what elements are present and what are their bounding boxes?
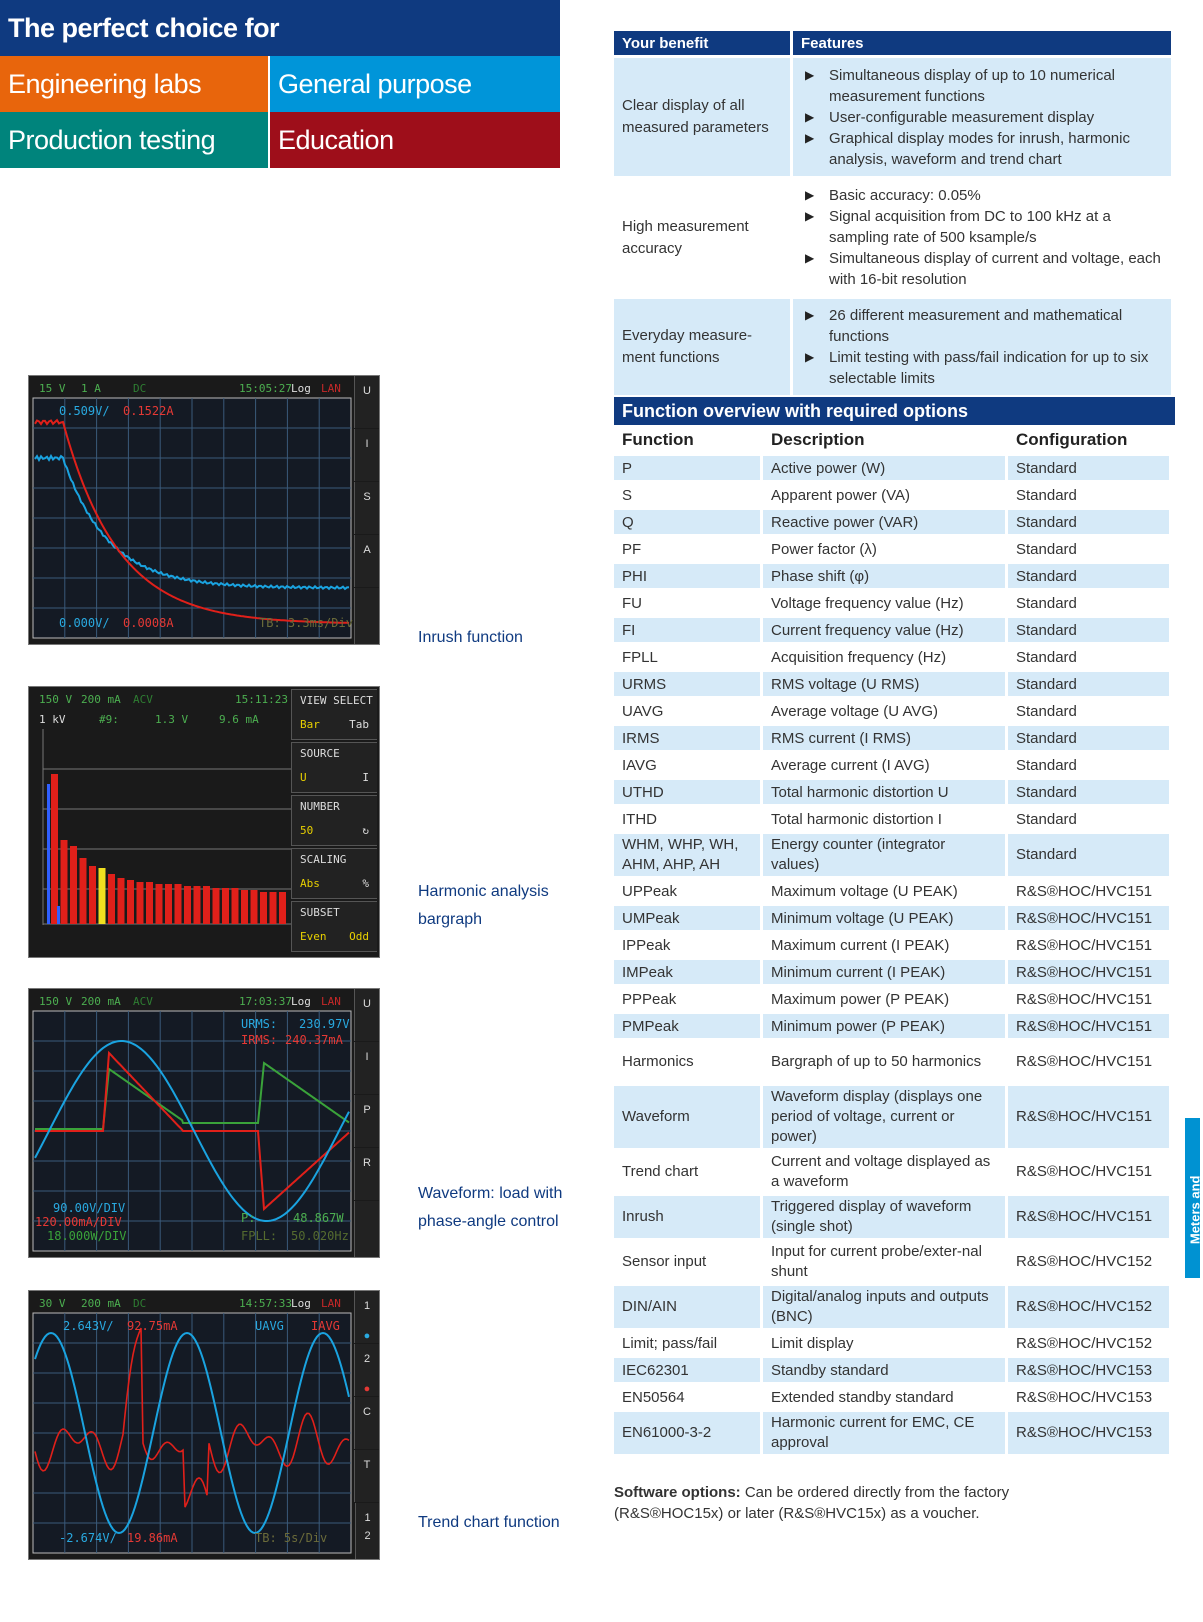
configuration-cell: R&S®HOC/HVC152 [1016,1253,1153,1270]
benefit-everyday: Everyday measure-ment functions [614,299,790,395]
function-cell: URMS [614,672,760,696]
benefit-accuracy: High measurement accuracy [622,217,749,257]
configuration-cell: Standard [1016,702,1077,720]
description-cell: Apparent power (VA) [771,486,910,504]
configuration-cell: R&S®HOC/HVC152 [1008,1286,1169,1328]
harmonic-bar [203,886,210,924]
benefit-table [611,28,1174,398]
harmonic-bar [232,888,239,924]
function-cell: S [622,486,633,504]
function-row [614,672,1169,696]
urms-value: 230.97V [299,1017,350,1031]
configuration-cell: R&S®HOC/HVC153 [1008,1412,1169,1454]
function-cell: FPLL [622,648,658,666]
description-cell: Limit display [771,1334,854,1352]
function-cell: WHM, WHP, WH, AHM, AHP, AH [614,834,760,876]
description-cell: Power factor (λ) [771,540,877,558]
mode-indicator: DC [133,382,147,395]
choice-engineering-labs: Engineering labs [0,56,268,112]
function-row [614,1241,1169,1283]
function-row [614,456,1169,480]
function-cell: PPPeak [622,990,677,1008]
col-description: Description [763,427,1005,453]
configuration-cell: Standard [1016,810,1077,828]
function-row [614,618,1169,642]
caption-harmonic: Harmonic analysis bargraph [418,883,549,928]
channel-2-dot-icon: ● [363,1383,371,1395]
description-cell: Acquisition frequency (Hz) [771,648,947,666]
function-row [614,537,1169,561]
function-row [614,591,1169,615]
range-voltage: 150 V [39,995,73,1008]
description-cell: Standby standard [763,1358,1005,1382]
harmonic-bar [156,884,163,924]
description-cell: Voltage frequency value (Hz) [771,594,964,612]
configuration-cell: R&S®HOC/HVC151 [1016,990,1153,1008]
header-your-benefit: Your benefit [614,31,790,55]
function-cell: IEC62301 [614,1358,760,1382]
description-cell: Extended standby standard [771,1388,954,1406]
clock: 14:57:33 [239,1297,292,1310]
lan-indicator: LAN [321,382,341,395]
description-cell: Minimum current (I PEAK) [763,960,1005,984]
feature-item: ▶ Limit testing with pass/fail indication for up to six selectable limits [801,347,1163,389]
irms-label: IRMS: [241,1033,278,1047]
harmonic-current: 9.6 mA [219,713,259,726]
harmonic-bar [118,878,125,924]
description-cell: Maximum voltage (U PEAK) [771,882,958,900]
function-table [611,424,1172,1457]
software-options-label: Software options: [614,1484,741,1501]
timebase: TB: 3.3ms/Div [259,616,353,630]
feature-item: ▶ Graphical display modes for inrush, harmonic analysis, waveform and trend chart [801,128,1163,170]
function-overview-title: Function overview with required options [614,397,1175,425]
inrush-plot [33,398,353,642]
power-value: 48.867W [293,1211,344,1225]
scale-top-current: 92.75mA [127,1319,178,1333]
configuration-cell: Standard [1008,726,1169,750]
trend-screen [28,1290,380,1560]
function-row [614,807,1169,831]
softkey-title: SUBSET [300,906,340,919]
harmonic-bar [222,888,229,924]
softkey-2[interactable]: 2 ● [354,1344,379,1396]
function-cell: Waveform [614,1086,760,1148]
choice-title: The perfect choice for [0,0,560,56]
description-cell: Active power (W) [763,456,1005,480]
perfect-choice-block [0,0,560,172]
softkey-i[interactable]: I [354,429,379,481]
power-label: P: [241,1211,256,1225]
description-cell: RMS current (I RMS) [763,726,1005,750]
function-cell: UMPeak [614,906,760,930]
configuration-cell: Standard [1008,564,1169,588]
configuration-cell: Standard [1008,456,1169,480]
function-cell: EN50564 [622,1388,685,1406]
col-configuration: Configuration [1008,427,1169,453]
configuration-cell: R&S®HOC/HVC151 [1008,906,1169,930]
function-cell: FI [614,618,760,642]
function-row [614,1014,1169,1038]
description-cell: Input for current probe/exter-nal shunt [771,1243,982,1280]
function-cell: P [614,456,760,480]
function-cell: Harmonics [622,1053,694,1070]
lan-indicator: LAN [321,1297,341,1310]
choice-production-testing: Production testing [0,112,268,168]
configuration-cell: Standard [1008,672,1169,696]
urms-label: URMS: [241,1017,278,1031]
configuration-cell: Standard [1008,510,1169,534]
function-row [614,906,1169,930]
mode-indicator: DC [133,1297,147,1310]
function-cell: PMPeak [614,1014,760,1038]
harmonic-bar [279,892,286,924]
function-overview [614,397,1175,1457]
fpll-value: 50.020Hz [291,1229,349,1243]
function-cell: EN61000-3-2 [614,1412,760,1454]
scale-top-voltage: 2.643V/ [63,1319,114,1333]
function-row [614,960,1169,984]
function-cell: IPPeak [622,936,671,954]
range-current: 200 mA [81,1297,121,1310]
function-row [614,1331,1169,1355]
description-cell: Average current (I AVG) [771,756,930,774]
configuration-cell: R&S®HOC/HVC151 [1016,1053,1153,1070]
choice-general-purpose: General purpose [270,56,560,112]
function-row [614,726,1169,750]
softkey-scaling[interactable] [291,848,377,899]
function-row [614,645,1169,669]
description-cell: Maximum power (P PEAK) [771,990,950,1008]
features-clear-display [793,58,1171,176]
feature-item: ▶ User-configurable measurement display [801,107,1163,128]
softkey-a[interactable]: A [354,535,379,587]
features-everyday [793,299,1171,395]
softkey-p[interactable]: P [354,1095,379,1147]
harmonic-number: #9: [99,713,119,726]
harmonic-screen [28,686,380,958]
scale-top-current: 0.1522A [123,404,174,418]
function-cell: PF [622,540,642,558]
feature-item: ▶ Signal acquisition from DC to 100 kHz at a sampling rate of 500 ksample/s [801,206,1163,248]
range-current: 1 A [81,382,101,395]
log-indicator: Log [291,1297,311,1310]
softkey-u[interactable]: U [354,989,379,1041]
softkey-title: SCALING [300,853,347,866]
function-cell: DIN/AIN [614,1286,760,1328]
function-cell: ITHD [622,810,657,828]
configuration-cell: Standard [1016,486,1077,504]
scale-bottom-voltage: -2.674V/ [59,1531,117,1545]
function-row [614,933,1169,957]
function-row [614,834,1169,876]
description-cell: Digital/analog inputs and outputs (BNC) [763,1286,1005,1328]
function-row [614,753,1169,777]
function-cell: IAVG [622,756,657,774]
description-cell: RMS voltage (U RMS) [763,672,1005,696]
function-row [614,699,1169,723]
caption-inrush: Inrush function [418,629,523,646]
harmonic-bar [175,884,182,924]
caption-waveform: Waveform: load with phase-angle control [418,1185,563,1230]
softkey-option-b: Tab [349,718,369,731]
harmonic-bar [241,890,248,924]
function-row [614,1286,1169,1328]
function-row [614,1412,1169,1454]
description-cell: Minimum power (P PEAK) [763,1014,1005,1038]
configuration-cell: Standard [1016,540,1077,558]
function-row [614,564,1169,588]
choice-education: Education [270,112,560,168]
function-cell: IRMS [614,726,760,750]
softkey-i[interactable]: I [354,1042,379,1094]
configuration-cell: Standard [1008,834,1169,876]
scale-bottom-current: 19.86mA [127,1531,178,1545]
header-features: Features [793,31,1171,55]
softkey-title: SOURCE [300,747,340,760]
function-cell: Q [614,510,760,534]
harmonic-voltage: 1.3 V [155,713,189,726]
benefit-clear-display: Clear display of all measured parameters [614,58,790,176]
voltage-div: 90.00V/DIV [53,1201,126,1215]
harmonic-bar [251,890,258,924]
software-options-text: Can be ordered directly from the factory (R&S®HOC15x) or later (R&S®HVC15x) as a voucher. [614,1484,1010,1522]
function-cell: UAVG [622,702,664,720]
function-cell: Sensor input [622,1253,707,1270]
description-cell: Average voltage (U AVG) [771,702,939,720]
description-cell: Maximum current (I PEAK) [771,936,950,954]
softkey-option-b: Odd [349,930,369,943]
lan-indicator: LAN [321,995,341,1008]
voltage-harmonic-bar [47,784,50,924]
feature-item: ▶ Basic accuracy: 0.05% [801,185,1163,206]
function-row [614,780,1169,804]
softkey-option-a: Bar [300,718,320,731]
function-row [614,1086,1169,1148]
harmonic-bar [146,882,153,924]
irms-value: 240.37mA [285,1033,343,1047]
softkey-1[interactable]: 1 ● [354,1291,379,1343]
configuration-cell: Standard [1016,648,1077,666]
softkey-r[interactable]: R [354,1148,379,1200]
configuration-cell: R&S®HOC/HVC151 [1016,1163,1153,1180]
timebase: TB: 5s/Div [255,1531,328,1545]
section-side-tab[interactable] [1185,1118,1203,1278]
description-cell: Energy counter (integrator values) [763,834,1005,876]
softkey-option-a: Abs [300,877,320,890]
scale-bottom-voltage: 0.000V/ [59,616,110,630]
softkey-option-b: I [362,771,369,784]
description-cell: Phase shift (φ) [763,564,1005,588]
feature-item: ▶ Simultaneous display of current and voltage, each with 16-bit resolution [801,248,1163,290]
softkey-t[interactable]: T [354,1450,379,1502]
softkey-option-a: U [300,771,307,784]
trend-plot [33,1313,353,1557]
configuration-cell: R&S®HOC/HVC151 [1008,1086,1169,1148]
harmonic-bar [99,868,106,924]
configuration-cell: R&S®HOC/HVC151 [1008,960,1169,984]
configuration-cell: Standard [1008,780,1169,804]
configuration-cell: R&S®HOC/HVC153 [1008,1358,1169,1382]
harmonic-bar [51,774,58,924]
clock: 17:03:37 [239,995,292,1008]
function-row [614,483,1169,507]
harmonic-bar [137,882,144,924]
voltage-harmonic-bar [57,906,60,924]
softkey-number[interactable] [291,795,377,846]
harmonic-bar [127,880,134,924]
harmonic-bar [194,886,201,924]
bar-scale: 1 kV [39,713,66,726]
description-cell: Total harmonic distortion I [771,810,942,828]
clock: 15:11:23 [235,693,288,706]
function-cell: PHI [614,564,760,588]
function-row [614,1196,1169,1238]
softkey-blank[interactable] [354,1201,379,1257]
configuration-cell: Standard [1016,594,1077,612]
function-cell: Limit; pass/fail [622,1334,718,1352]
function-cell: IMPeak [614,960,760,984]
description-cell: Current frequency value (Hz) [763,618,1005,642]
feature-item: ▶ Simultaneous display of up to 10 numerical measurement functions [801,65,1163,107]
function-row [614,510,1169,534]
harmonic-bargraph [43,729,293,925]
col-function: Function [614,427,760,453]
function-cell: UTHD [614,780,760,804]
power-div: 18.000W/DIV [47,1229,127,1243]
feature-item: ▶ 26 different measurement and mathematical functions [801,305,1163,347]
configuration-cell: Standard [1008,618,1169,642]
mode-indicator: ACV [133,995,153,1008]
clock: 15:05:27 [239,382,292,395]
configuration-cell: R&S®HOC/HVC151 [1008,1196,1169,1238]
current-div: 120.00mA/DIV [35,1215,122,1229]
description-cell: Current and voltage displayed as a waveform [771,1153,991,1190]
configuration-cell: R&S®HOC/HVC152 [1016,1334,1153,1352]
function-cell: Trend chart [622,1163,699,1180]
fpll-label: FPLL: [241,1229,278,1243]
mode-indicator: ACV [133,693,153,706]
function-row [614,987,1169,1011]
scale-bottom-current: 0.0008A [123,616,174,630]
harmonic-bar [70,846,77,924]
softkey-c[interactable]: C [354,1397,379,1449]
harmonic-bar [260,892,267,924]
softkey-option-b: ↻ [362,824,369,837]
description-cell: Minimum voltage (U PEAK) [763,906,1005,930]
softkey-u[interactable]: U [354,376,379,428]
caption-trend: Trend chart function [418,1514,560,1531]
description-cell: Waveform display (displays one period of voltage, current or power) [763,1086,1005,1148]
range-current: 200 mA [81,693,121,706]
harmonic-bar [61,840,68,924]
configuration-cell: Standard [1016,756,1077,774]
inrush-screen [28,375,380,645]
configuration-cell: R&S®HOC/HVC151 [1016,936,1153,954]
softkey-option-b: % [362,877,369,890]
software-options-note [614,1482,1084,1524]
range-voltage: 150 V [39,693,73,706]
softkey-view-select[interactable] [291,689,377,740]
softkey-source[interactable] [291,742,377,793]
description-cell: Reactive power (VAR) [763,510,1005,534]
harmonic-bar [108,874,115,924]
function-row [614,879,1169,903]
description-cell: Triggered display of waveform (single shot) [763,1196,1005,1238]
features-accuracy [793,179,1171,296]
waveform-screen [28,988,380,1258]
function-cell: Inrush [614,1196,760,1238]
softkey-title: NUMBER [300,800,340,813]
harmonic-bar [270,892,277,924]
scale-top-voltage: 0.509V/ [59,404,110,418]
softkey-option-a: Even [300,930,327,943]
log-indicator: Log [291,995,311,1008]
function-row [614,1358,1169,1382]
log-indicator: Log [291,382,311,395]
harmonic-bar [165,884,172,924]
harmonic-bar [89,866,96,924]
softkey-option-a: 50 [300,824,314,837]
uavg-label: UAVG [255,1319,284,1333]
softkey-12[interactable]: 1 2 [355,1503,379,1559]
section-side-tab-label: Meters and [1187,1175,1203,1245]
function-row [614,1041,1169,1083]
softkey-s[interactable]: S [354,482,379,534]
harmonic-bar [213,888,220,924]
description-cell: Harmonic current for EMC, CE approval [763,1412,1005,1454]
softkey-title: VIEW SELECT [300,694,373,707]
iavg-label: IAVG [311,1319,340,1333]
softkey-blank[interactable] [354,588,379,644]
range-current: 200 mA [81,995,121,1008]
configuration-cell: R&S®HOC/HVC153 [1016,1388,1153,1406]
range-voltage: 30 V [39,1297,66,1310]
function-cell: UPPeak [622,882,678,900]
channel-1-dot-icon: ● [363,1330,371,1342]
configuration-cell: R&S®HOC/HVC151 [1008,1014,1169,1038]
description-cell: Total harmonic distortion U [763,780,1005,804]
function-cell: FU [622,594,642,612]
function-row [614,1151,1169,1193]
description-cell: Bargraph of up to 50 harmonics [771,1053,982,1070]
harmonic-bar [184,886,191,924]
range-voltage: 15 V [39,382,66,395]
function-row [614,1385,1169,1409]
harmonic-bar [80,858,87,924]
softkey-subset[interactable] [291,901,377,952]
configuration-cell: R&S®HOC/HVC151 [1016,882,1153,900]
